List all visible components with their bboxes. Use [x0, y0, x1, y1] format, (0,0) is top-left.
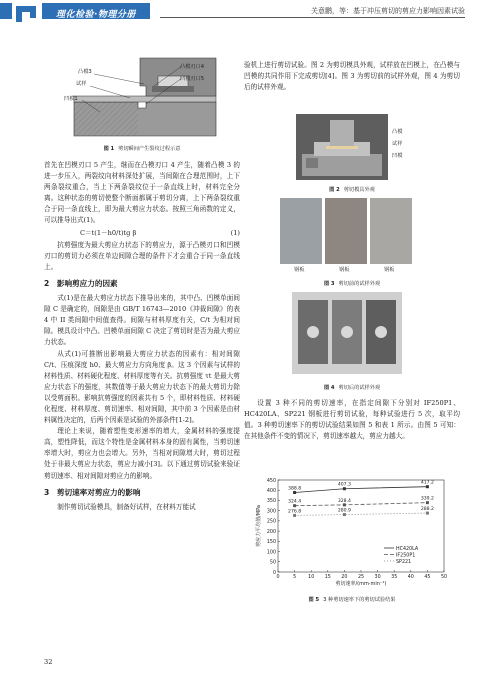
data-label: 280.9	[337, 508, 351, 514]
paragraph: 验机上进行剪切试验。图 2 为剪切模具外观，试样放在凹模上，在凸模与凹模的共同作用下完成剪切[4]。图 3 为剪切前的试样外观，图 4 为剪切后的试样外观。	[244, 61, 460, 92]
paragraph: 首先在凹模刃口 5 产生，继而在凸模刃口 4 产生，随着凸模 3 的进一步压入，两裂纹向材料深处扩展，当间隙在合理范围时，上下两条裂纹重合，当上下两条裂纹位于一条直线上时，材料完全分离。这种状态的剪切使整个断面都属于剪切分离，上下两条裂纹重合于同一条直线上，即为最大剪应力状态。按照三角函数的定义，可以推导出式(1)。	[44, 161, 240, 225]
x-tick-label: 50	[440, 575, 448, 580]
fig3-plate-photo	[325, 198, 367, 264]
x-tick-label: 25	[357, 575, 365, 580]
x-axis-label: 剪切速率/(mm·min⁻¹)	[335, 581, 387, 587]
paragraph: 式(1)是在最大剪应力状态下推导出来的，其中凸、凹模单面间隙 C 是确定的，间隙是由 GB/T 16743—2010《冲裁间隙》的表 4 中 II 类间隙中间值查得。间隙与材料厚度有关，C/t 为相对间隙。模具设计中凸、凹模单面间隙 C 决定了剪切时是否为最大剪应力状态。	[44, 294, 240, 347]
legend-entry: HC420LA	[396, 546, 419, 552]
y-tick-label: 200	[266, 529, 276, 535]
data-label: 388.8	[288, 486, 302, 492]
x-tick-label: 10	[308, 575, 315, 580]
x-tick-label: 30	[374, 575, 381, 580]
fig3-plate-label: 钢板	[294, 267, 305, 273]
journal-logo-icon	[12, 3, 42, 25]
data-label: 288.2	[420, 507, 434, 513]
fig4-caption-text: 剪切后的试样外观	[338, 385, 381, 391]
series-line-IF250P1	[295, 503, 428, 506]
equation-body: C＝t(1－h0/t)tg β	[80, 228, 137, 237]
y-tick-label: 300	[266, 509, 276, 515]
fig1-caption-number: 图 1	[103, 146, 115, 152]
fig1-label-die-edge: 凹模刃口5	[180, 76, 205, 82]
y-tick-label: 50	[269, 560, 276, 566]
fig2-photo	[296, 114, 388, 180]
fig3-photo-group	[280, 198, 412, 274]
x-tick-label: 5	[293, 575, 297, 580]
journal-logo-bar	[0, 3, 150, 19]
fig3-plate-photo	[280, 198, 322, 264]
x-tick-label: 45	[424, 575, 431, 580]
fig2-label-punch: 凸模	[392, 129, 403, 135]
paragraph: 理论上来说，随着塑性变形速率的增大，金属材料的强度提高，塑性降低，而这个特性是金属材料本身的固有属性，当剪切速率增大时，剪应力也会增大。另外，当相对间隙增大时，剪切过程处于非最大剪应力状态，剪应力减小[3]。以下通过剪切试验来验证剪切速率、相对间隙对剪应力的影响。	[44, 427, 240, 480]
x-tick-label: 15	[324, 575, 331, 580]
data-label: 417.2	[420, 480, 434, 486]
fig1-label-punch: 凸模3	[78, 69, 92, 75]
series-line-SP221	[295, 513, 428, 515]
plot-frame	[278, 480, 444, 572]
y-tick-label: 150	[266, 540, 276, 546]
right-column-top	[244, 60, 460, 93]
fig3-caption-text: 剪切前的试样外观	[338, 281, 381, 287]
running-head: 关意鹏，等：基于冲压剪切的剪应力影响因素试验	[311, 7, 465, 15]
page-header	[0, 0, 480, 22]
data-label: 339.2	[420, 496, 434, 502]
fig3-plate-photo	[370, 198, 412, 264]
fig1-label-die: 凹模1	[64, 96, 78, 102]
equation-number: (1)	[230, 228, 240, 237]
data-label: 328.4	[337, 498, 351, 504]
equation-1	[44, 227, 240, 240]
y-tick-label: 250	[266, 519, 276, 525]
section-heading-2: 2 影响剪应力的因素	[44, 278, 118, 288]
fig3-plate-label: 钢板	[339, 267, 350, 273]
data-label: 324.4	[288, 499, 302, 505]
fig1-caption-text: 剪切瞬间产生裂纹过程示意	[118, 146, 181, 152]
fig1-label-specimen: 试样	[76, 81, 87, 87]
series-line-HC420LA	[295, 487, 428, 493]
section-heading-3: 3 剪切速率对剪应力的影响	[44, 487, 141, 497]
fig2-caption	[244, 186, 460, 193]
fig1-label-punch-edge: 凸模刃口4	[180, 64, 205, 70]
y-tick-label: 450	[266, 478, 276, 484]
y-tick-label: 400	[266, 489, 276, 495]
y-axis-label: 剪应力平均值/MPa	[256, 505, 262, 547]
fig2-label-die: 凹模	[392, 153, 403, 159]
fig5-caption-text: 3 种剪切速率下的剪切试验结果	[323, 597, 396, 603]
fig1-caption	[44, 145, 240, 152]
y-tick-label: 350	[266, 499, 276, 505]
x-tick-label: 40	[407, 575, 414, 580]
fig5-caption-number: 图 5	[308, 597, 320, 603]
fig3-caption	[244, 280, 460, 287]
fig4-photo	[292, 292, 402, 374]
y-tick-label: 100	[266, 550, 276, 556]
y-tick-label: 0	[272, 570, 276, 576]
data-label: 407.3	[337, 482, 351, 488]
fig5-caption	[244, 596, 460, 603]
paragraph: 抗剪强度为最大剪应力状态下的剪应力，源于凸模刃口和凹模刃口的剪切力必须在单边间隙合理的条件下才会重合于同一条直线上。	[44, 240, 240, 271]
page-number: 32	[44, 658, 53, 666]
fig2-caption-text: 剪切模具外观	[343, 187, 375, 193]
fig3-caption-number: 图 3	[323, 281, 335, 287]
x-tick-label: 0	[276, 575, 280, 580]
fig2-caption-number: 图 2	[329, 187, 340, 193]
legend-entry: SP221	[396, 559, 412, 565]
x-tick-label: 20	[341, 575, 348, 580]
x-tick-label: 35	[391, 575, 398, 580]
left-column	[44, 160, 240, 513]
fig5-line-chart	[252, 474, 456, 592]
right-column-bottom	[244, 398, 460, 442]
legend-entry: IF250P1	[396, 553, 416, 559]
header-rule	[160, 17, 465, 18]
fig4-caption	[244, 384, 460, 391]
fig4-caption-number: 图 4	[323, 385, 335, 391]
paragraph: 从式(1)可推断出影响最大剪应力状态的因素有：相对间隙 C/t、压痕深度 h0、最大剪应力方向角度 β。这 3 个因素与试样的材料性质、材料硬化程度、材料厚度等有关。抗剪强度 τt 是最大剪应力状态下的强度，其数值等于最大剪应力状态下的最大剪切力除以受剪面积。影响抗剪强度的因素共有 5 个，即材料性质、材料硬化程度、材料厚度、剪切速率、相对间隙，其中前 3 个因素是由材料属性决定的，后两个因素是试验的外部条件[1-2]。	[44, 349, 240, 425]
fig2-label-specimen: 试样	[392, 141, 403, 147]
fig3-plate-label: 钢板	[384, 267, 395, 273]
data-label: 276.8	[288, 509, 302, 515]
paragraph: 制作剪切试验模具，制备好试样，在材料万能试	[57, 502, 196, 511]
paragraph: 设置 3 种不同的剪切速率，在指定间隙下分别对 IF250P1、HC420LA、SP221 钢板进行剪切试验，每种试验进行 5 次，取平均值。3 种剪切速率下的剪切试验结果如图 5 和表 1 所示。由图 5 可知：在其他条件不变的情况下，剪切速率越大，剪应力越大。	[244, 399, 460, 441]
journal-name: 理化检验·物理分册	[56, 10, 136, 20]
